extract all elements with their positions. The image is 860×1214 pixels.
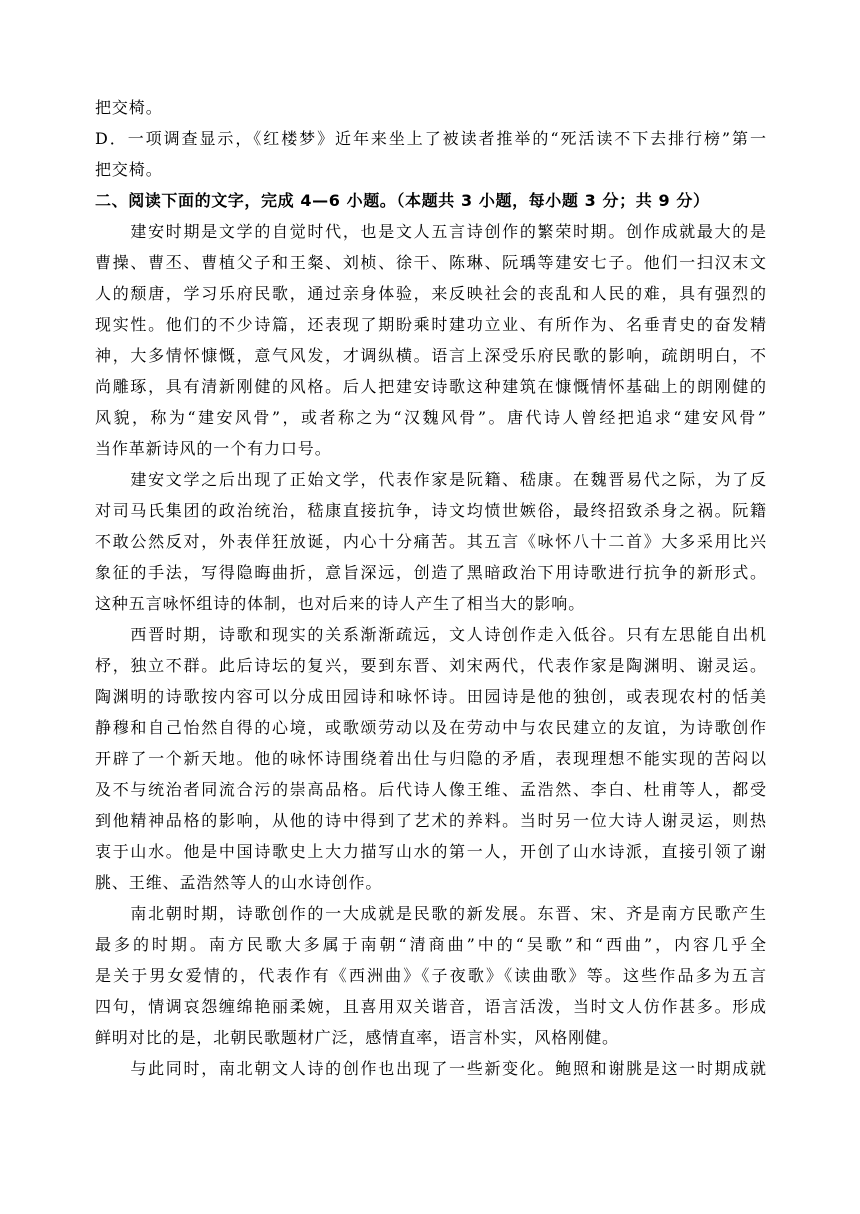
paragraph-line: 到他精神品格的影响，从他的诗中得到了艺术的养料。当时另一位大诗人谢灵运，则热 [95,811,766,830]
paragraph-line: 静穆和自己怡然自得的心境，或歌颂劳动以及在劳动中与农民建立的友谊，为诗歌创作 [95,718,766,737]
paragraph-4 [95,898,766,1053]
paragraph-3 [95,619,766,898]
paragraph-line: 风貌，称为“建安风骨”，或者称之为“汉魏风骨”。唐代诗人曾经把追求“建安风骨” [95,408,766,427]
paragraph-line: 衷于山水。他是中国诗歌史上大力描写山水的第一人，开创了山水诗派，直接引领了谢 [95,842,766,861]
paragraph-line: 及不与统治者同流合污的崇高品格。后代诗人像王维、孟浩然、李白、杜甫等人，都受 [95,780,766,799]
paragraph-line: 陶渊明的诗歌按内容可以分成田园诗和咏怀诗。田园诗是他的独创，或表现农村的恬美 [95,687,766,706]
paragraph-1 [95,216,766,464]
paragraph-line: 朓、王维、孟浩然等人的山水诗创作。 [95,873,383,892]
paragraph-line: 建安时期是文学的自觉时代，也是文人五言诗创作的繁荣时期。创作成就最大的是 [95,222,766,241]
paragraph-line: 人的颓唐，学习乐府民歌，通过亲身体验，来反映社会的丧乱和人民的难，具有强烈的 [95,284,766,303]
paragraph-line: 这种五言咏怀组诗的体制，也对后来的诗人产生了相当大的影响。 [95,594,586,613]
paragraph-line: 是关于男女爱情的，代表作有《西洲曲》《子夜歌》《读曲歌》等。这些作品多为五言 [95,966,766,985]
paragraph-line: 现实性。他们的不少诗篇，还表现了期盼乘时建功立业、有所作为、名垂青史的奋发精 [95,315,766,334]
paragraph-line: 南北朝时期，诗歌创作的一大成就是民歌的新发展。东晋、宋、齐是南方民歌产生 [95,904,766,923]
paragraph-line: 开辟了一个新天地。他的咏怀诗围绕着出仕与归隐的矛盾，表现理想不能实现的苦闷以 [95,749,766,768]
paragraph-line: 杼，独立不群。此后诗坛的复兴，要到东晋、刘宋两代，代表作家是陶渊明、谢灵运。 [95,656,766,675]
option-d-line-1: D．一项调查显示，《红楼梦》近年来坐上了被读者推举的“死活读不下去排行榜”第一 [95,129,766,148]
paragraph-line: 不敢公然反对，外表佯狂放诞，内心十分痛苦。其五言《咏怀八十二首》大多采用比兴 [95,532,766,551]
option-d-line-2: 把交椅。 [95,160,163,179]
paragraph-line: 尚雕琢，具有清新刚健的风格。后人把建安诗歌这种建筑在慷慨情怀基础上的朗刚健的 [95,377,766,396]
paragraph-2 [95,464,766,619]
paragraph-5 [95,1053,766,1084]
paragraph-line: 最多的时期。南方民歌大多属于南朝“清商曲”中的“吴歌”和“西曲”，内容几乎全 [95,935,766,954]
document-page [95,92,766,1084]
paragraph-line: 曹操、曹丕、曹植父子和王粲、刘桢、徐干、陈琳、阮瑀等建安七子。他们一扫汉末文 [95,253,766,272]
paragraph-line: 对司马氏集团的政治统治，嵇康直接抗争，诗文均愤世嫉俗，最终招致杀身之祸。阮籍 [95,501,766,520]
paragraph-line: 鲜明对比的是，北朝民歌题材广泛，感情直率，语言朴实，风格刚健。 [95,1028,619,1047]
paragraph-line: 当作革新诗风的一个有力口号。 [95,439,332,458]
passage [95,216,766,1084]
option-c-tail: 把交椅。 [95,98,163,117]
paragraph-line: 建安文学之后出现了正始文学，代表作家是阮籍、嵇康。在魏晋易代之际，为了反 [95,470,766,489]
paragraph-line: 象征的手法，写得隐晦曲折，意旨深远，创造了黑暗政治下用诗歌进行抗争的新形式。 [95,563,766,582]
paragraph-line: 西晋时期，诗歌和现实的关系渐渐疏远，文人诗创作走入低谷。只有左思能自出机 [95,625,766,644]
paragraph-line: 神，大多情怀慷慨，意气风发，才调纵横。语言上深受乐府民歌的影响，疏朗明白，不 [95,346,766,365]
paragraph-line: 四句，情调哀怨缠绵艳丽柔婉，且喜用双关谐音，语言活泼，当时文人仿作甚多。形成 [95,997,766,1016]
paragraph-line: 与此同时，南北朝文人诗的创作也出现了一些新变化。鲍照和谢朓是这一时期成就 [95,1059,766,1078]
section-heading: 二、阅读下面的文字，完成 4—6 小题。（本题共 3 小题，每小题 3 分；共 9 分） [95,191,710,210]
